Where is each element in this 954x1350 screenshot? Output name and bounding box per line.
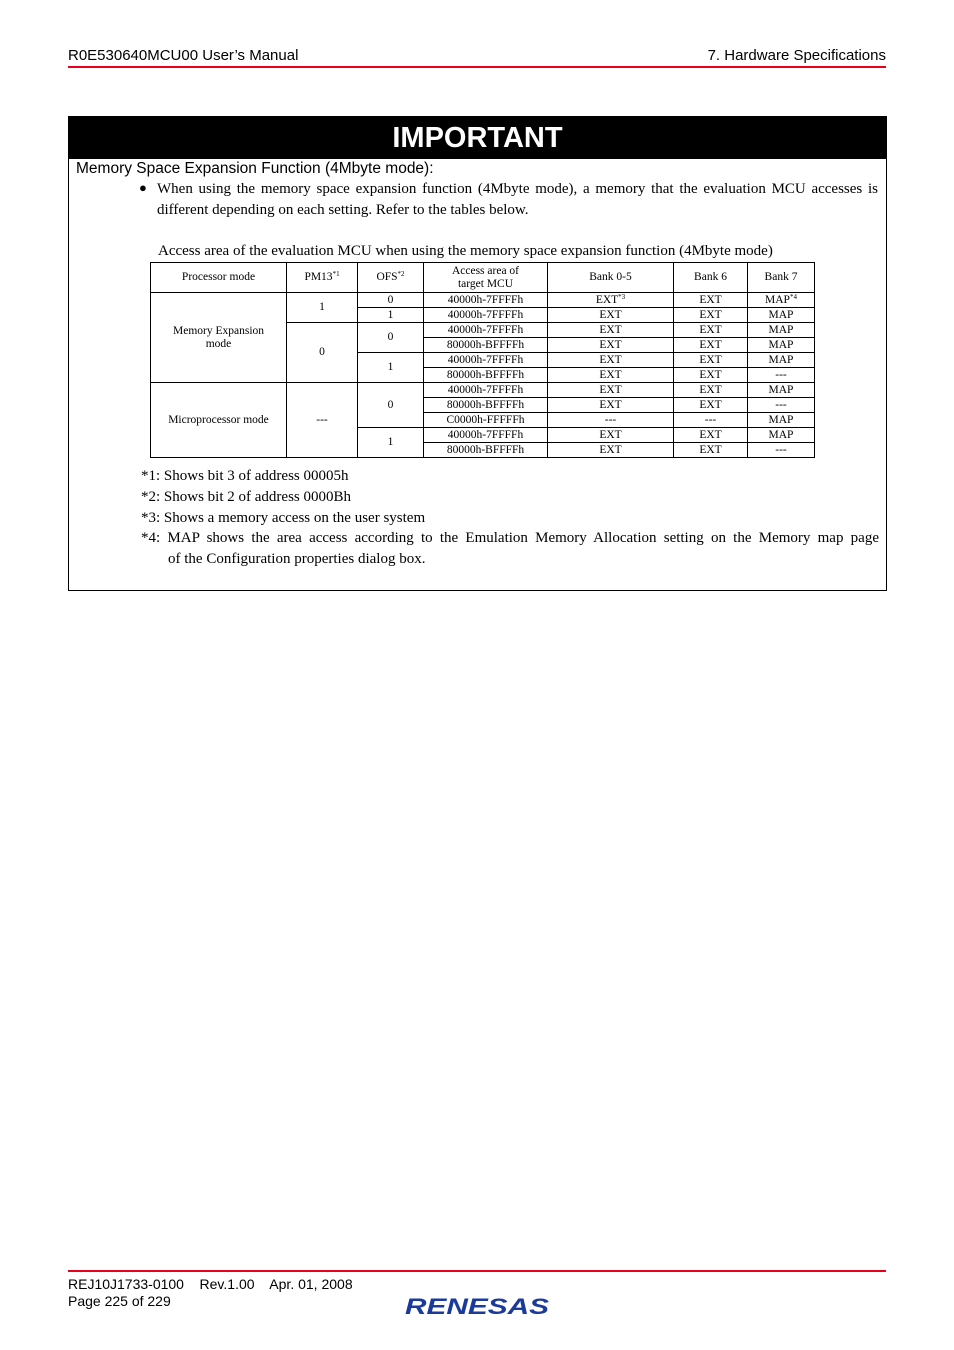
bank7-cell: MAP <box>748 338 815 353</box>
bank05-cell: EXT <box>548 353 674 368</box>
bank6-cell: EXT <box>674 338 748 353</box>
ofs-cell: 0 <box>358 323 424 353</box>
area-cell: 80000h-BFFFFh <box>424 398 548 413</box>
manual-title: R0E530640MCU00 User’s Manual <box>68 47 299 64</box>
footnote-1: *1: Shows bit 3 of address 00005h <box>141 468 349 484</box>
bank7-cell: MAP <box>748 308 815 323</box>
area-cell: 40000h-7FFFFh <box>424 353 548 368</box>
area-cell: 80000h-BFFFFh <box>424 338 548 353</box>
bullet-text: When using the memory space expansion function (4Mbyte mode), a memory that the evaluation MCU accesses is different depending on each setting. Refer to the tables below. <box>157 181 878 218</box>
access-area-table <box>150 262 815 458</box>
area-cell: 40000h-7FFFFh <box>424 323 548 338</box>
bank6-cell: EXT <box>674 353 748 368</box>
bank7-cell: MAP <box>748 353 815 368</box>
col-header-bank6: Bank 6 <box>674 263 748 293</box>
bank05-cell: --- <box>548 413 674 428</box>
area-cell: 80000h-BFFFFh <box>424 443 548 458</box>
bank7-cell: MAP <box>748 428 815 443</box>
pm13-cell: 0 <box>287 323 358 383</box>
page-header <box>68 46 886 68</box>
bank6-cell: EXT <box>674 428 748 443</box>
ofs-cell: 1 <box>358 353 424 383</box>
footnote-3: *3: Shows a memory access on the user system <box>141 510 426 526</box>
bank6-cell: EXT <box>674 383 748 398</box>
bank05-cell: EXT <box>548 308 674 323</box>
table-row <box>151 383 815 398</box>
area-cell: 40000h-7FFFFh <box>424 293 548 308</box>
bank6-cell: EXT <box>674 443 748 458</box>
important-banner: IMPORTANT <box>69 117 886 159</box>
bank6-cell: EXT <box>674 398 748 413</box>
bank05-cell: EXT$^{*3}$ <box>548 293 674 308</box>
ofs-cell: 0 <box>358 293 424 308</box>
bank05-cell: EXT <box>548 323 674 338</box>
bank6-cell: --- <box>674 413 748 428</box>
chapter-title: 7. Hardware Specifications <box>707 47 886 64</box>
bank7-cell: MAP$^{*4}$ <box>748 293 815 308</box>
pm13-cell: 1 <box>287 293 358 323</box>
bank6-cell: EXT <box>674 368 748 383</box>
section-subheading: Memory Space Expansion Function (4Mbyte mode): <box>76 160 434 177</box>
area-cell: C0000h-FFFFFh <box>424 413 548 428</box>
mode-cell-memory-expansion: Memory Expansion mode <box>151 293 287 383</box>
ofs-cell: 1 <box>358 428 424 458</box>
area-cell: 40000h-7FFFFh <box>424 308 548 323</box>
col-header-pm13: PM13$^{*1}$ <box>287 263 358 293</box>
bank6-cell: EXT <box>674 308 748 323</box>
bank7-cell: MAP <box>748 383 815 398</box>
table-row <box>151 293 815 308</box>
bank7-cell: --- <box>748 368 815 383</box>
footnote-4-line1: *4: MAP shows the area access according to the Emulation Memory Allocation setting on the Memory map page <box>141 530 879 546</box>
footnote-2: *2: Shows bit 2 of address 0000Bh <box>141 489 351 505</box>
area-cell: 40000h-7FFFFh <box>424 428 548 443</box>
bank7-cell: --- <box>748 398 815 413</box>
area-cell: 40000h-7FFFFh <box>424 383 548 398</box>
area-cell: 80000h-BFFFFh <box>424 368 548 383</box>
bank7-cell: MAP <box>748 413 815 428</box>
ofs-cell: 1 <box>358 308 424 323</box>
bank05-cell: EXT <box>548 428 674 443</box>
renesas-logo <box>403 1293 551 1319</box>
bank6-cell: EXT <box>674 293 748 308</box>
footnote-4-line2: of the Configuration properties dialog box. <box>168 551 426 567</box>
col-header-processor-mode: Processor mode <box>151 263 287 293</box>
table-caption: Access area of the evaluation MCU when using the memory space expansion function (4Mbyte mode) <box>158 243 773 259</box>
table-header-row <box>151 263 815 293</box>
col-header-bank05: Bank 0-5 <box>548 263 674 293</box>
mode-cell-microprocessor: Microprocessor mode <box>151 383 287 458</box>
bank05-cell: EXT <box>548 338 674 353</box>
document-revision: REJ10J1733-0100 Rev.1.00 Apr. 01, 2008 <box>68 1276 353 1292</box>
bank05-cell: EXT <box>548 368 674 383</box>
important-box <box>68 116 887 591</box>
ofs-cell: 0 <box>358 383 424 428</box>
renesas-logo-text: RENESAS <box>405 1294 550 1319</box>
page-number: Page 225 of 229 <box>68 1293 171 1309</box>
col-header-access-area: Access area of target MCU <box>424 263 548 293</box>
bank6-cell: EXT <box>674 323 748 338</box>
footnote-4 <box>141 528 879 570</box>
bank7-cell: --- <box>748 443 815 458</box>
bank7-cell: MAP <box>748 323 815 338</box>
col-header-ofs: OFS$^{*2}$ <box>358 263 424 293</box>
pm13-cell: --- <box>287 383 358 458</box>
bank05-cell: EXT <box>548 443 674 458</box>
bank05-cell: EXT <box>548 383 674 398</box>
bullet-dot-icon: ● <box>139 180 147 195</box>
bank05-cell: EXT <box>548 398 674 413</box>
col-header-bank7: Bank 7 <box>748 263 815 293</box>
